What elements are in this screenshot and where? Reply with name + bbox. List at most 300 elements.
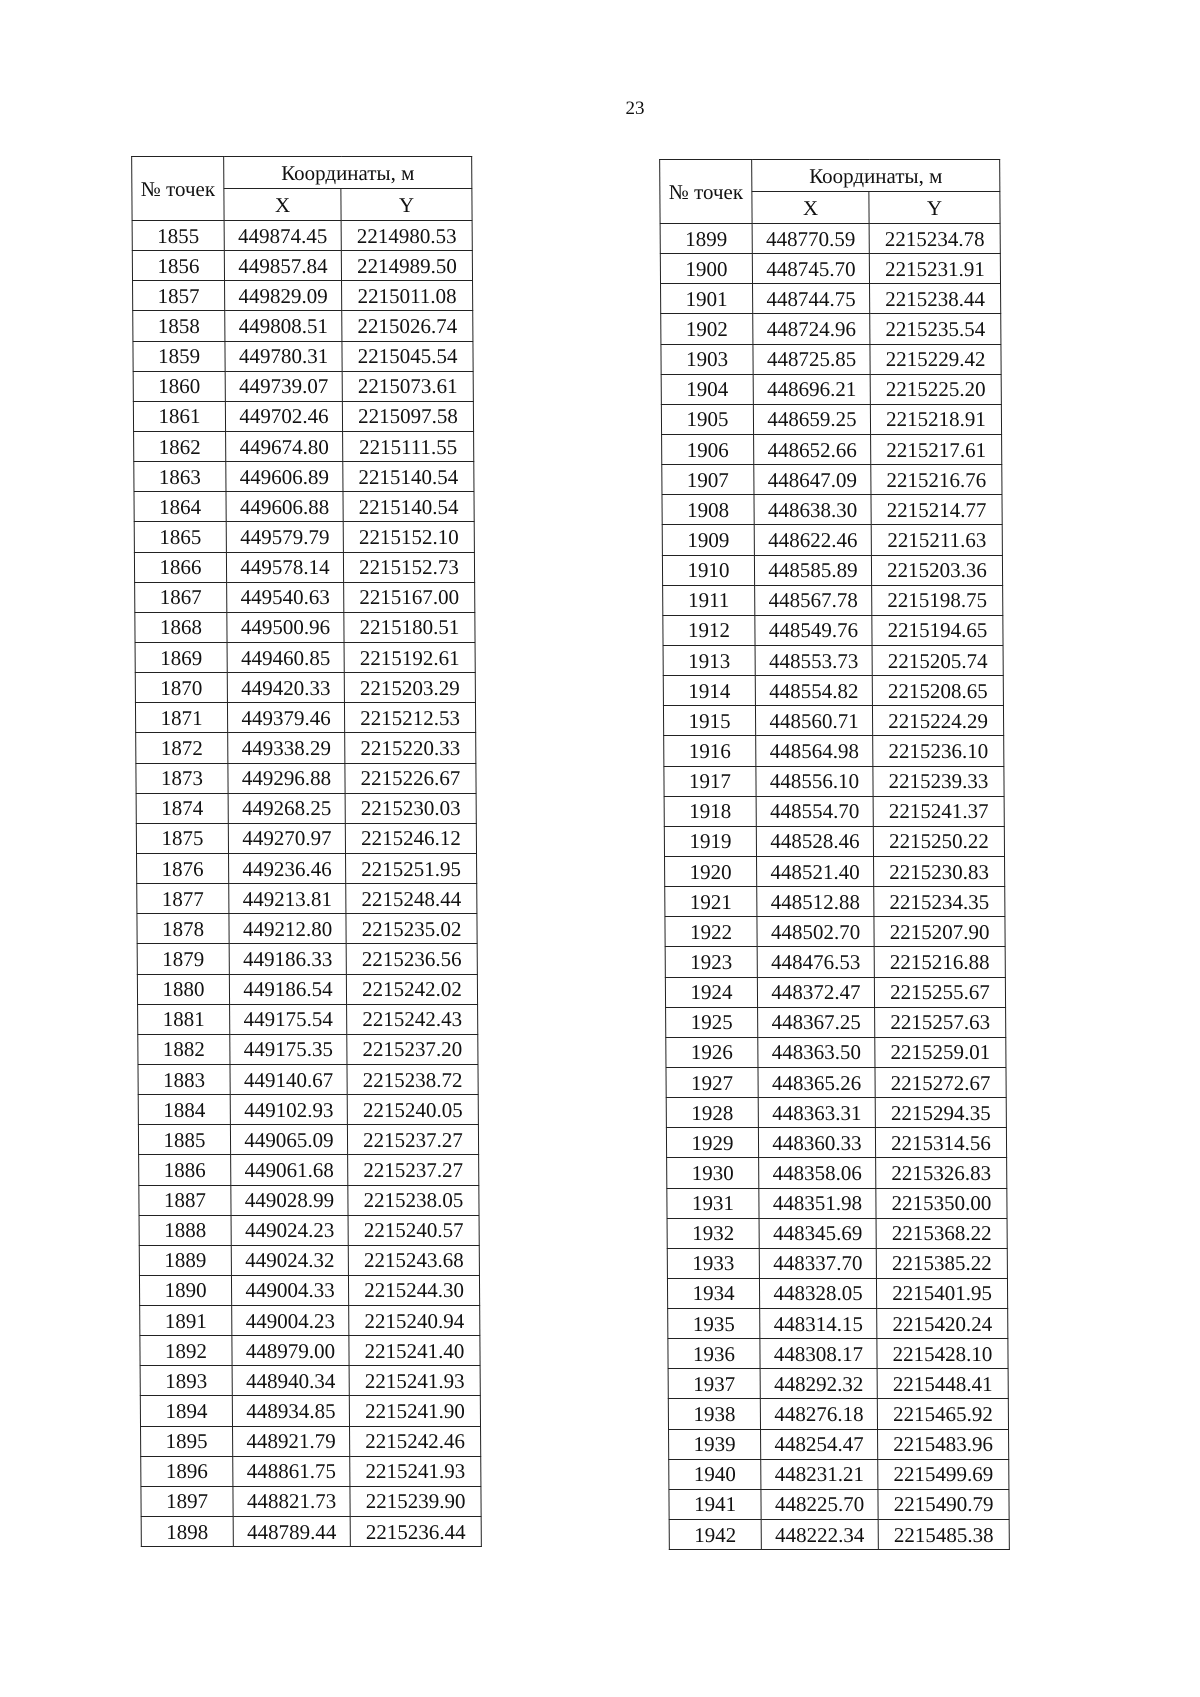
x-coordinate-cell: 448554.82 <box>755 676 872 706</box>
y-coordinate-cell: 2215231.91 <box>869 254 1000 284</box>
coordinates-table-right <box>659 159 1010 1550</box>
x-coordinate-cell: 449268.25 <box>228 793 345 823</box>
y-coordinate-cell: 2215216.88 <box>874 947 1005 977</box>
point-number-cell: 1939 <box>669 1429 761 1459</box>
y-coordinate-cell: 2215229.42 <box>870 344 1001 374</box>
table-row <box>138 1095 478 1125</box>
x-coordinate-cell: 448724.96 <box>753 314 870 344</box>
y-coordinate-cell: 2215236.10 <box>873 736 1004 766</box>
x-coordinate-cell: 449500.96 <box>227 612 344 642</box>
y-coordinate-cell: 2215350.00 <box>876 1188 1007 1218</box>
table-row <box>134 492 474 522</box>
table-row <box>134 522 474 552</box>
point-number-cell: 1916 <box>664 736 756 766</box>
point-number-cell: 1888 <box>139 1215 231 1245</box>
point-number-cell: 1859 <box>133 341 225 371</box>
x-coordinate-cell: 448360.33 <box>758 1128 875 1158</box>
x-coordinate-cell: 449702.46 <box>225 401 342 431</box>
x-coordinate-cell: 448231.21 <box>761 1459 878 1489</box>
point-number-cell: 1912 <box>663 615 755 645</box>
point-number-cell: 1909 <box>662 525 754 555</box>
table-row <box>132 221 472 251</box>
y-coordinate-cell: 2215241.93 <box>349 1366 480 1396</box>
y-coordinate-cell: 2215167.00 <box>344 582 475 612</box>
point-number-cell: 1902 <box>661 314 753 344</box>
y-coordinate-cell: 2215011.08 <box>342 281 473 311</box>
y-coordinate-cell: 2215203.36 <box>871 555 1002 585</box>
table-row <box>668 1339 1008 1369</box>
x-coordinate-cell: 448821.73 <box>233 1486 350 1516</box>
y-coordinate-cell: 2215385.22 <box>876 1248 1007 1278</box>
x-coordinate-cell: 449212.80 <box>229 914 346 944</box>
table-row <box>134 431 474 461</box>
table-row <box>141 1486 481 1516</box>
x-coordinate-cell: 448696.21 <box>753 374 870 404</box>
x-coordinate-cell: 449236.46 <box>229 853 346 883</box>
table-row <box>665 856 1005 886</box>
table-body <box>660 224 1009 1550</box>
point-number-cell: 1928 <box>666 1098 758 1128</box>
table-row <box>669 1459 1009 1489</box>
point-number-cell: 1919 <box>664 826 756 856</box>
point-number-cell: 1877 <box>137 884 229 914</box>
point-number-cell: 1922 <box>665 917 757 947</box>
point-number-header: № точек <box>132 157 224 221</box>
point-number-cell: 1882 <box>138 1034 230 1064</box>
table-row <box>140 1396 480 1426</box>
x-coordinate-cell: 448556.10 <box>756 766 873 796</box>
table-row <box>137 974 477 1004</box>
point-number-cell: 1862 <box>134 431 226 461</box>
y-coordinate-cell: 2214989.50 <box>341 251 472 281</box>
x-coordinate-cell: 449338.29 <box>228 733 345 763</box>
table-row <box>661 314 1001 344</box>
table-row <box>661 344 1001 374</box>
y-coordinate-cell: 2215225.20 <box>870 374 1001 404</box>
x-coordinate-cell: 449028.99 <box>231 1185 348 1215</box>
point-number-cell: 1907 <box>662 465 754 495</box>
y-coordinate-cell: 2215248.44 <box>346 884 477 914</box>
y-coordinate-cell: 2215420.24 <box>877 1309 1008 1339</box>
table-row <box>668 1399 1008 1429</box>
x-coordinate-cell: 448225.70 <box>761 1489 878 1519</box>
point-number-cell: 1870 <box>135 673 227 703</box>
table-row <box>137 884 477 914</box>
x-coordinate-cell: 448358.06 <box>759 1158 876 1188</box>
point-number-cell: 1937 <box>668 1369 760 1399</box>
point-number-cell: 1865 <box>134 522 226 552</box>
y-coordinate-cell: 2215238.72 <box>347 1064 478 1094</box>
x-coordinate-cell: 448476.53 <box>757 947 874 977</box>
y-coordinate-cell: 2215230.83 <box>874 856 1005 886</box>
point-number-cell: 1867 <box>135 582 227 612</box>
y-coordinate-cell: 2215224.29 <box>872 706 1003 736</box>
point-number-cell: 1935 <box>668 1309 760 1339</box>
y-coordinate-cell: 2215241.40 <box>349 1336 480 1366</box>
y-coordinate-cell: 2215243.68 <box>348 1245 479 1275</box>
x-coordinate-cell: 449140.67 <box>230 1064 347 1094</box>
y-coordinate-cell: 2215097.58 <box>342 401 473 431</box>
x-coordinate-cell: 449175.54 <box>230 1004 347 1034</box>
point-number-cell: 1906 <box>662 434 754 464</box>
point-number-cell: 1900 <box>660 254 752 284</box>
x-column-header: X <box>224 189 341 221</box>
point-number-cell: 1863 <box>134 462 226 492</box>
y-coordinate-cell: 2215111.55 <box>343 431 474 461</box>
table-row <box>669 1520 1009 1550</box>
x-coordinate-cell: 448567.78 <box>755 585 872 615</box>
x-coordinate-cell: 449874.45 <box>224 221 341 251</box>
x-coordinate-cell: 448979.00 <box>232 1336 349 1366</box>
y-coordinate-cell: 2215428.10 <box>877 1339 1008 1369</box>
y-coordinate-cell: 2215244.30 <box>348 1275 479 1305</box>
table-row <box>135 673 475 703</box>
point-number-cell: 1892 <box>140 1336 232 1366</box>
y-coordinate-cell: 2215216.76 <box>871 465 1002 495</box>
point-number-cell: 1927 <box>666 1067 758 1097</box>
point-number-cell: 1858 <box>133 311 225 341</box>
y-column-header: Y <box>869 192 1000 224</box>
y-coordinate-cell: 2215240.94 <box>349 1306 480 1336</box>
y-coordinate-cell: 2215238.05 <box>348 1185 479 1215</box>
y-coordinate-cell: 2215026.74 <box>342 311 473 341</box>
point-number-cell: 1940 <box>669 1459 761 1489</box>
y-coordinate-cell: 2215401.95 <box>876 1278 1007 1308</box>
x-coordinate-cell: 448254.47 <box>761 1429 878 1459</box>
point-number-cell: 1881 <box>138 1004 230 1034</box>
point-number-cell: 1933 <box>667 1248 759 1278</box>
y-coordinate-cell: 2215140.54 <box>343 462 474 492</box>
x-coordinate-cell: 448861.75 <box>233 1456 350 1486</box>
y-coordinate-cell: 2215499.69 <box>878 1459 1009 1489</box>
y-coordinate-cell: 2215152.73 <box>343 552 474 582</box>
table-row <box>135 582 475 612</box>
table-row <box>667 1218 1007 1248</box>
y-coordinate-cell: 2215207.90 <box>874 917 1005 947</box>
y-coordinate-cell: 2215246.12 <box>345 823 476 853</box>
point-number-cell: 1932 <box>667 1218 759 1248</box>
x-coordinate-cell: 448744.75 <box>753 284 870 314</box>
y-coordinate-cell: 2215241.37 <box>873 796 1004 826</box>
point-number-cell: 1918 <box>664 796 756 826</box>
point-number-cell: 1905 <box>661 404 753 434</box>
x-coordinate-cell: 448222.34 <box>761 1520 878 1550</box>
x-coordinate-cell: 448367.25 <box>758 1007 875 1037</box>
table-row <box>138 1125 478 1155</box>
table-row <box>664 766 1004 796</box>
y-coordinate-cell: 2215259.01 <box>875 1037 1006 1067</box>
table-row <box>133 371 473 401</box>
y-coordinate-cell: 2215272.67 <box>875 1067 1006 1097</box>
x-coordinate-cell: 449024.32 <box>231 1245 348 1275</box>
y-coordinate-cell: 2215255.67 <box>874 977 1005 1007</box>
table-row <box>139 1245 479 1275</box>
point-number-cell: 1899 <box>660 224 752 254</box>
point-number-cell: 1942 <box>669 1520 761 1550</box>
table-row <box>133 311 473 341</box>
point-number-cell: 1938 <box>668 1399 760 1429</box>
table-row <box>665 947 1005 977</box>
y-coordinate-cell: 2215205.74 <box>872 645 1003 675</box>
table-row <box>666 1098 1006 1128</box>
y-coordinate-cell: 2215242.43 <box>347 1004 478 1034</box>
table-row <box>134 552 474 582</box>
x-coordinate-cell: 448564.98 <box>756 736 873 766</box>
point-number-cell: 1890 <box>139 1275 231 1305</box>
point-number-cell: 1886 <box>139 1155 231 1185</box>
y-coordinate-cell: 2215211.63 <box>871 525 1002 555</box>
y-coordinate-cell: 2215242.46 <box>350 1426 481 1456</box>
table-row <box>664 796 1004 826</box>
y-coordinate-cell: 2215140.54 <box>343 492 474 522</box>
point-number-cell: 1884 <box>138 1095 230 1125</box>
x-coordinate-cell: 448292.32 <box>760 1369 877 1399</box>
point-number-cell: 1908 <box>662 495 754 525</box>
x-coordinate-cell: 448725.85 <box>753 344 870 374</box>
x-coordinate-cell: 448512.88 <box>757 887 874 917</box>
x-coordinate-cell: 449606.88 <box>226 492 343 522</box>
y-coordinate-cell: 2215235.02 <box>346 914 477 944</box>
table-row <box>136 793 476 823</box>
x-coordinate-cell: 449420.33 <box>227 673 344 703</box>
y-coordinate-cell: 2215218.91 <box>870 404 1001 434</box>
point-number-cell: 1936 <box>668 1339 760 1369</box>
point-number-cell: 1904 <box>661 374 753 404</box>
table-row <box>668 1369 1008 1399</box>
point-number-cell: 1894 <box>140 1396 232 1426</box>
y-coordinate-cell: 2215226.67 <box>345 763 476 793</box>
page-number: 23 <box>625 98 645 119</box>
point-number-cell: 1860 <box>133 371 225 401</box>
y-coordinate-cell: 2215238.44 <box>870 284 1001 314</box>
point-number-cell: 1857 <box>133 281 225 311</box>
y-coordinate-cell: 2215236.56 <box>346 944 477 974</box>
point-number-cell: 1915 <box>663 706 755 736</box>
x-coordinate-cell: 448652.66 <box>754 434 871 464</box>
y-coordinate-cell: 2215251.95 <box>346 853 477 883</box>
x-coordinate-cell: 449175.35 <box>230 1034 347 1064</box>
y-coordinate-cell: 2215236.44 <box>350 1517 481 1547</box>
y-coordinate-cell: 2215465.92 <box>877 1399 1008 1429</box>
x-coordinate-cell: 448314.15 <box>760 1309 877 1339</box>
table-row <box>140 1366 480 1396</box>
table-row <box>662 434 1002 464</box>
table-row <box>137 853 477 883</box>
y-coordinate-cell: 2215241.90 <box>349 1396 480 1426</box>
table-row <box>135 703 475 733</box>
x-coordinate-cell: 449540.63 <box>227 582 344 612</box>
coordinates-header: Координаты, м <box>224 157 472 189</box>
table-row <box>138 1034 478 1064</box>
table-row <box>664 736 1004 766</box>
x-coordinate-cell: 449186.33 <box>229 944 346 974</box>
x-coordinate-cell: 449579.79 <box>226 522 343 552</box>
y-coordinate-cell: 2215230.03 <box>345 793 476 823</box>
x-coordinate-cell: 448276.18 <box>760 1399 877 1429</box>
x-coordinate-cell: 448328.05 <box>759 1278 876 1308</box>
table-row <box>134 462 474 492</box>
x-coordinate-cell: 449213.81 <box>229 884 346 914</box>
x-coordinate-cell: 448622.46 <box>754 525 871 555</box>
point-number-cell: 1903 <box>661 344 753 374</box>
y-coordinate-cell: 2215314.56 <box>875 1128 1006 1158</box>
point-number-cell: 1917 <box>664 766 756 796</box>
table-row <box>133 401 473 431</box>
y-coordinate-cell: 2215448.41 <box>877 1369 1008 1399</box>
point-number-cell: 1930 <box>667 1158 759 1188</box>
y-coordinate-cell: 2215368.22 <box>876 1218 1007 1248</box>
point-number-cell: 1923 <box>665 947 757 977</box>
point-number-cell: 1921 <box>665 887 757 917</box>
point-number-cell: 1926 <box>666 1037 758 1067</box>
table-row <box>663 615 1003 645</box>
table-row <box>136 823 476 853</box>
table-row <box>135 642 475 672</box>
table-row <box>140 1306 480 1336</box>
point-number-cell: 1880 <box>137 974 229 1004</box>
x-coordinate-cell: 448638.30 <box>754 495 871 525</box>
y-coordinate-cell: 2215217.61 <box>871 434 1002 464</box>
y-coordinate-cell: 2215257.63 <box>875 1007 1006 1037</box>
x-coordinate-cell: 448745.70 <box>752 254 869 284</box>
table-row <box>669 1489 1009 1519</box>
table-row <box>661 374 1001 404</box>
x-coordinate-cell: 448502.70 <box>757 917 874 947</box>
table-body <box>132 221 481 1547</box>
x-coordinate-cell: 448363.50 <box>758 1037 875 1067</box>
y-coordinate-cell: 2215240.57 <box>348 1215 479 1245</box>
table-row <box>667 1248 1007 1278</box>
x-coordinate-cell: 448554.70 <box>756 796 873 826</box>
table-row <box>666 1007 1006 1037</box>
table-row <box>140 1336 480 1366</box>
y-coordinate-cell: 2215242.02 <box>346 974 477 1004</box>
x-coordinate-cell: 448553.73 <box>755 645 872 675</box>
table-row <box>666 1067 1006 1097</box>
table-row <box>669 1429 1009 1459</box>
y-coordinate-cell: 2215152.10 <box>343 522 474 552</box>
point-number-cell: 1913 <box>663 645 755 675</box>
point-number-cell: 1898 <box>141 1517 233 1547</box>
point-number-cell: 1871 <box>135 703 227 733</box>
table-row <box>663 645 1003 675</box>
x-coordinate-cell: 449102.93 <box>230 1095 347 1125</box>
y-coordinate-cell: 2215073.61 <box>342 371 473 401</box>
table-row <box>133 341 473 371</box>
table-row <box>662 555 1002 585</box>
x-coordinate-cell: 448521.40 <box>757 856 874 886</box>
table-row <box>141 1456 481 1486</box>
table-row <box>141 1426 481 1456</box>
table-row <box>132 251 472 281</box>
x-coordinate-cell: 449296.88 <box>228 763 345 793</box>
y-coordinate-cell: 2215194.65 <box>872 615 1003 645</box>
table-row <box>660 224 1000 254</box>
table-row <box>668 1309 1008 1339</box>
point-number-cell: 1941 <box>669 1489 761 1519</box>
table-row <box>139 1185 479 1215</box>
table-row <box>661 404 1001 434</box>
table-row <box>666 1128 1006 1158</box>
y-coordinate-cell: 2215485.38 <box>878 1520 1009 1550</box>
y-coordinate-cell: 2215239.90 <box>350 1486 481 1516</box>
table-row <box>667 1278 1007 1308</box>
y-coordinate-cell: 2215214.77 <box>871 495 1002 525</box>
table-row <box>663 706 1003 736</box>
point-number-header: № точек <box>660 160 752 224</box>
point-number-cell: 1872 <box>136 733 228 763</box>
x-coordinate-cell: 448789.44 <box>233 1517 350 1547</box>
x-coordinate-cell: 449061.68 <box>231 1155 348 1185</box>
y-coordinate-cell: 2214980.53 <box>341 221 472 251</box>
table-row <box>660 254 1000 284</box>
point-number-cell: 1929 <box>666 1128 758 1158</box>
x-coordinate-cell: 448337.70 <box>759 1248 876 1278</box>
point-number-cell: 1924 <box>665 977 757 1007</box>
x-coordinate-cell: 449379.46 <box>227 703 344 733</box>
coordinates-table-left <box>131 156 482 1547</box>
table-row <box>663 676 1003 706</box>
x-coordinate-cell: 449004.33 <box>231 1275 348 1305</box>
x-coordinate-cell: 448372.47 <box>757 977 874 1007</box>
y-coordinate-cell: 2215198.75 <box>872 585 1003 615</box>
x-coordinate-cell: 449857.84 <box>224 251 341 281</box>
table-row <box>665 917 1005 947</box>
point-number-cell: 1901 <box>661 284 753 314</box>
table-row <box>137 914 477 944</box>
table-row <box>138 1064 478 1094</box>
x-coordinate-cell: 448940.34 <box>232 1366 349 1396</box>
y-column-header: Y <box>341 189 472 221</box>
table-row <box>667 1158 1007 1188</box>
point-number-cell: 1868 <box>135 612 227 642</box>
point-number-cell: 1873 <box>136 763 228 793</box>
table-row <box>667 1188 1007 1218</box>
point-number-cell: 1891 <box>140 1306 232 1336</box>
y-coordinate-cell: 2215212.53 <box>344 703 475 733</box>
point-number-cell: 1855 <box>132 221 224 251</box>
point-number-cell: 1856 <box>132 251 224 281</box>
y-coordinate-cell: 2215234.35 <box>874 887 1005 917</box>
y-coordinate-cell: 2215250.22 <box>873 826 1004 856</box>
table-row <box>663 585 1003 615</box>
y-coordinate-cell: 2215237.20 <box>347 1034 478 1064</box>
point-number-cell: 1920 <box>665 856 757 886</box>
x-coordinate-cell: 449606.89 <box>226 462 343 492</box>
table-row <box>662 465 1002 495</box>
table-row <box>662 525 1002 555</box>
y-coordinate-cell: 2215180.51 <box>344 612 475 642</box>
x-coordinate-cell: 449004.23 <box>232 1306 349 1336</box>
x-coordinate-cell: 448560.71 <box>755 706 872 736</box>
y-coordinate-cell: 2215235.54 <box>870 314 1001 344</box>
x-coordinate-cell: 449674.80 <box>226 431 343 461</box>
point-number-cell: 1883 <box>138 1064 230 1094</box>
x-coordinate-cell: 449578.14 <box>226 552 343 582</box>
x-coordinate-cell: 448921.79 <box>233 1426 350 1456</box>
coordinates-header: Координаты, м <box>752 160 1000 192</box>
point-number-cell: 1889 <box>139 1245 231 1275</box>
point-number-cell: 1861 <box>133 401 225 431</box>
x-coordinate-cell: 449186.54 <box>229 974 346 1004</box>
point-number-cell: 1876 <box>137 853 229 883</box>
table-row <box>136 763 476 793</box>
y-coordinate-cell: 2215239.33 <box>873 766 1004 796</box>
x-coordinate-cell: 448528.46 <box>756 826 873 856</box>
y-coordinate-cell: 2215220.33 <box>345 733 476 763</box>
point-number-cell: 1887 <box>139 1185 231 1215</box>
x-coordinate-cell: 448365.26 <box>758 1067 875 1097</box>
